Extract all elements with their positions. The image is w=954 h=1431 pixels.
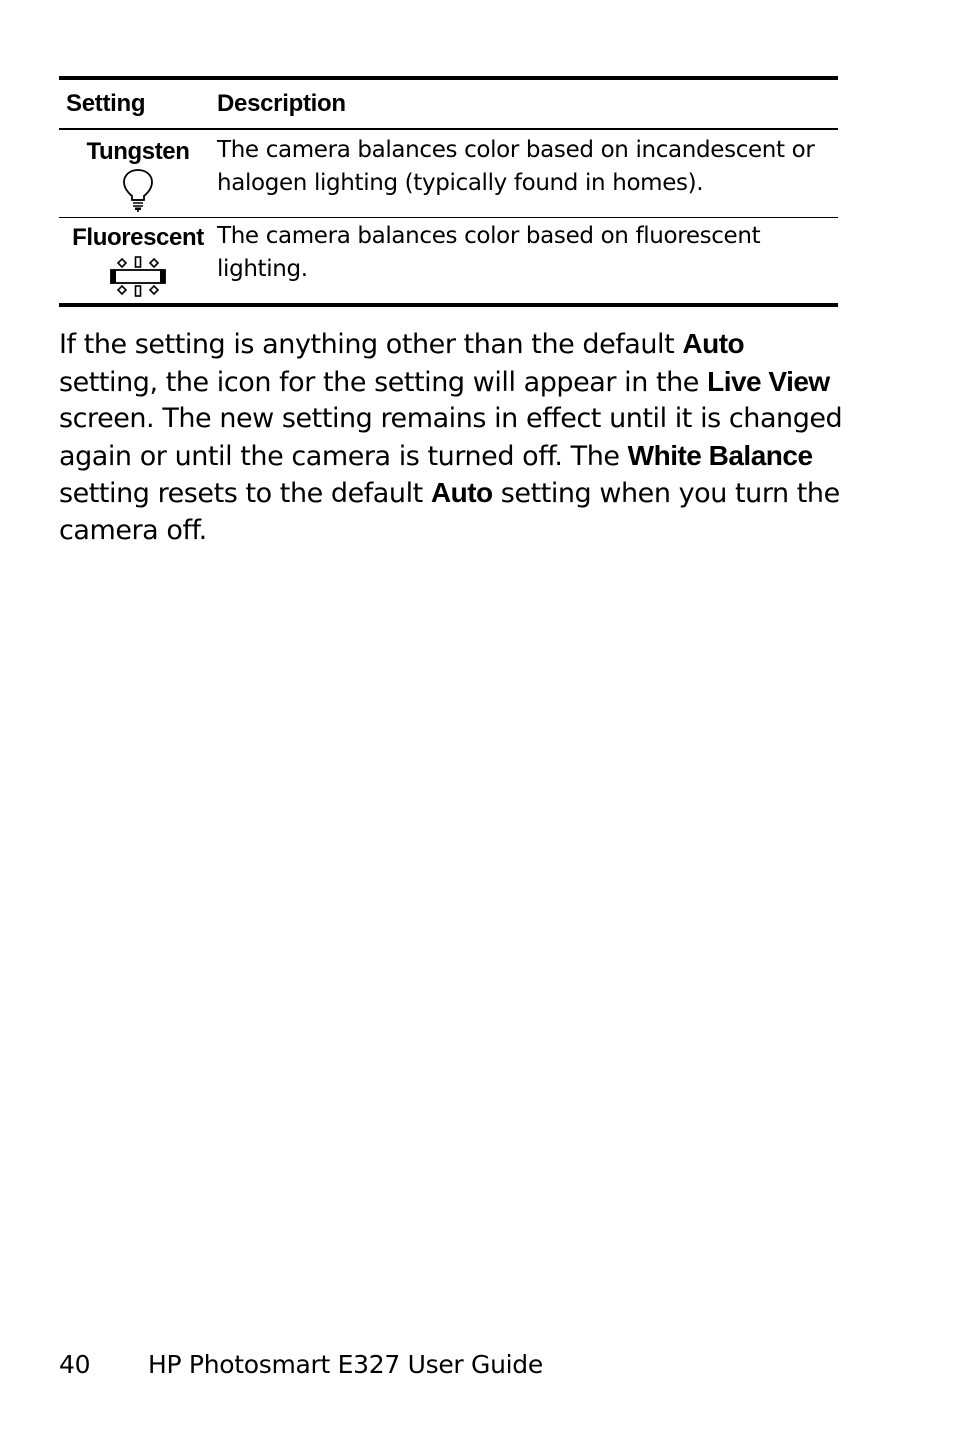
table-row-tungsten [59,130,838,217]
table-row-fluorescent [59,218,838,303]
live-view-emphasis: Live View [707,365,830,397]
table-header-row [59,80,838,128]
paragraph-text: screen. The new setting remains in effect until it is changed again or until the camera is turned off. The [59,403,843,472]
tungsten-bulb-icon [123,169,153,217]
white-balance-paragraph [59,326,849,549]
paragraph-text: setting when you turn the camera off. [59,478,840,546]
paragraph-text: setting, the icon for the setting will appear in the [59,366,708,398]
white-balance-emphasis: White Balance [627,439,813,471]
description-column-header: Description [217,90,346,117]
auto-emphasis: Auto [430,477,493,508]
description-line: halogen lighting (typically found in homes). [217,170,704,196]
page-footer [59,1350,543,1379]
table-bottom-rule [59,303,838,307]
white-balance-table [59,76,838,307]
setting-name-fluorescent: Fluorescent [72,224,204,251]
fluorescent-tube-icon [108,255,168,303]
description-line: The camera balances color based on incandescent or [217,137,815,163]
description-line: The camera balances color based on fluorescent [217,223,761,249]
description-tungsten [217,134,838,200]
description-line: lighting. [217,256,308,282]
page-number: 40 [59,1350,91,1379]
guide-title: HP Photosmart E327 User Guide [148,1350,543,1379]
paragraph-text: If the setting is anything other than the default [59,329,683,360]
auto-emphasis: Auto [682,328,745,359]
paragraph-text: setting resets to the default [59,478,431,509]
description-fluorescent [217,220,838,286]
setting-name-tungsten: Tungsten [86,138,190,165]
setting-column-header: Setting [66,90,146,117]
